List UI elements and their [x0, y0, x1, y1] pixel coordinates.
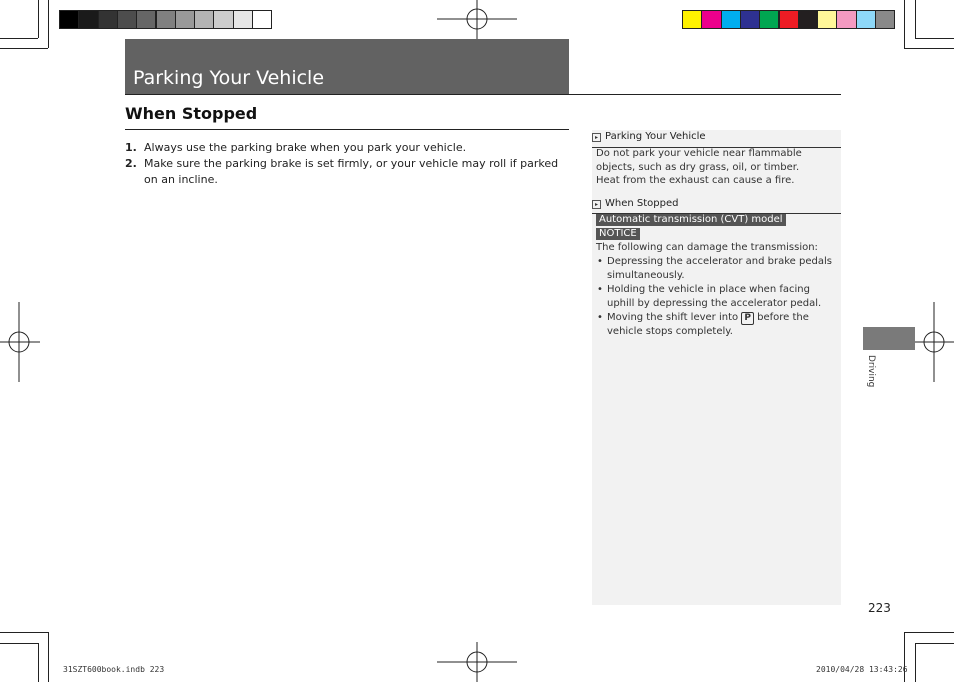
sidebar-intro-text: The following can damage the transmission: [596, 242, 818, 253]
color-swatch [682, 10, 702, 29]
list-item: • Depressing the accelerator and brake pedals simultaneously. [596, 255, 836, 282]
color-swatch [759, 10, 779, 29]
sidebar-heading-parking[interactable] [592, 131, 706, 142]
sidebar-heading-stopped[interactable] [592, 198, 678, 209]
notice-tag: NOTICE [596, 228, 640, 240]
color-swatch [856, 10, 876, 29]
color-swatch [59, 10, 79, 29]
color-swatch [701, 10, 721, 29]
registration-mark-bottom [437, 642, 517, 682]
step-item [125, 140, 561, 156]
chapter-tab[interactable] [863, 327, 915, 350]
color-swatch [740, 10, 760, 29]
bullet-text: Moving the shift lever into [607, 312, 739, 323]
color-swatch [175, 10, 195, 29]
step-number: 2. [125, 157, 137, 170]
color-swatch [78, 10, 98, 29]
sidebar-bullet-list [596, 255, 836, 340]
chapter-tab-label: Driving [866, 355, 876, 388]
list-item: • Holding the vehicle in place when facing uphill by depressing the accelerator pedal. [596, 283, 836, 310]
color-swatch [817, 10, 837, 29]
color-swatch [136, 10, 156, 29]
color-swatch [156, 10, 176, 29]
reference-arrow-icon: ▸ [592, 200, 601, 209]
reference-arrow-icon: ▸ [592, 133, 601, 142]
section-divider [125, 129, 569, 130]
color-swatch [194, 10, 214, 29]
page-number: 223 [868, 601, 891, 615]
steps-list [125, 140, 561, 188]
park-position-key: P [741, 312, 754, 325]
color-swatch [779, 10, 799, 29]
color-swatch [233, 10, 253, 29]
bullet-text: before the vehicle stops completely. [607, 312, 809, 337]
step-item [125, 156, 561, 188]
sidebar-heading-label: Parking Your Vehicle [605, 131, 706, 142]
section-title: When Stopped [125, 104, 258, 123]
registration-mark-left [0, 302, 40, 382]
color-swatch [875, 10, 895, 29]
sidebar-line: Do not park your vehicle near flammable objects, such as dry grass, oil, or timber. [596, 148, 802, 173]
model-tag: Automatic transmission (CVT) model [596, 214, 786, 226]
sidebar-parking-text [596, 147, 836, 188]
sidebar-heading-label: When Stopped [605, 198, 679, 209]
list-item [596, 311, 836, 339]
step-text: Make sure the parking brake is set firmly, or your vehicle may roll if parked on an incline. [144, 157, 559, 186]
registration-mark-top [437, 0, 517, 40]
color-swatch [252, 10, 272, 29]
footer-file-info: 31SZT600book.indb 223 [63, 665, 165, 674]
step-number: 1. [125, 141, 137, 154]
color-swatch [836, 10, 856, 29]
registration-mark-right [914, 302, 954, 382]
chapter-divider [125, 94, 841, 95]
color-swatch [213, 10, 233, 29]
color-swatch [98, 10, 118, 29]
chapter-title: Parking Your Vehicle [133, 67, 325, 89]
footer-timestamp: 2010/04/28 13:43:26 [816, 665, 908, 674]
color-swatch [117, 10, 137, 29]
sidebar-line: Heat from the exhaust can cause a fire. [596, 175, 795, 186]
step-text: Always use the parking brake when you park your vehicle. [144, 141, 467, 154]
color-swatch [798, 10, 818, 29]
color-swatch [721, 10, 741, 29]
